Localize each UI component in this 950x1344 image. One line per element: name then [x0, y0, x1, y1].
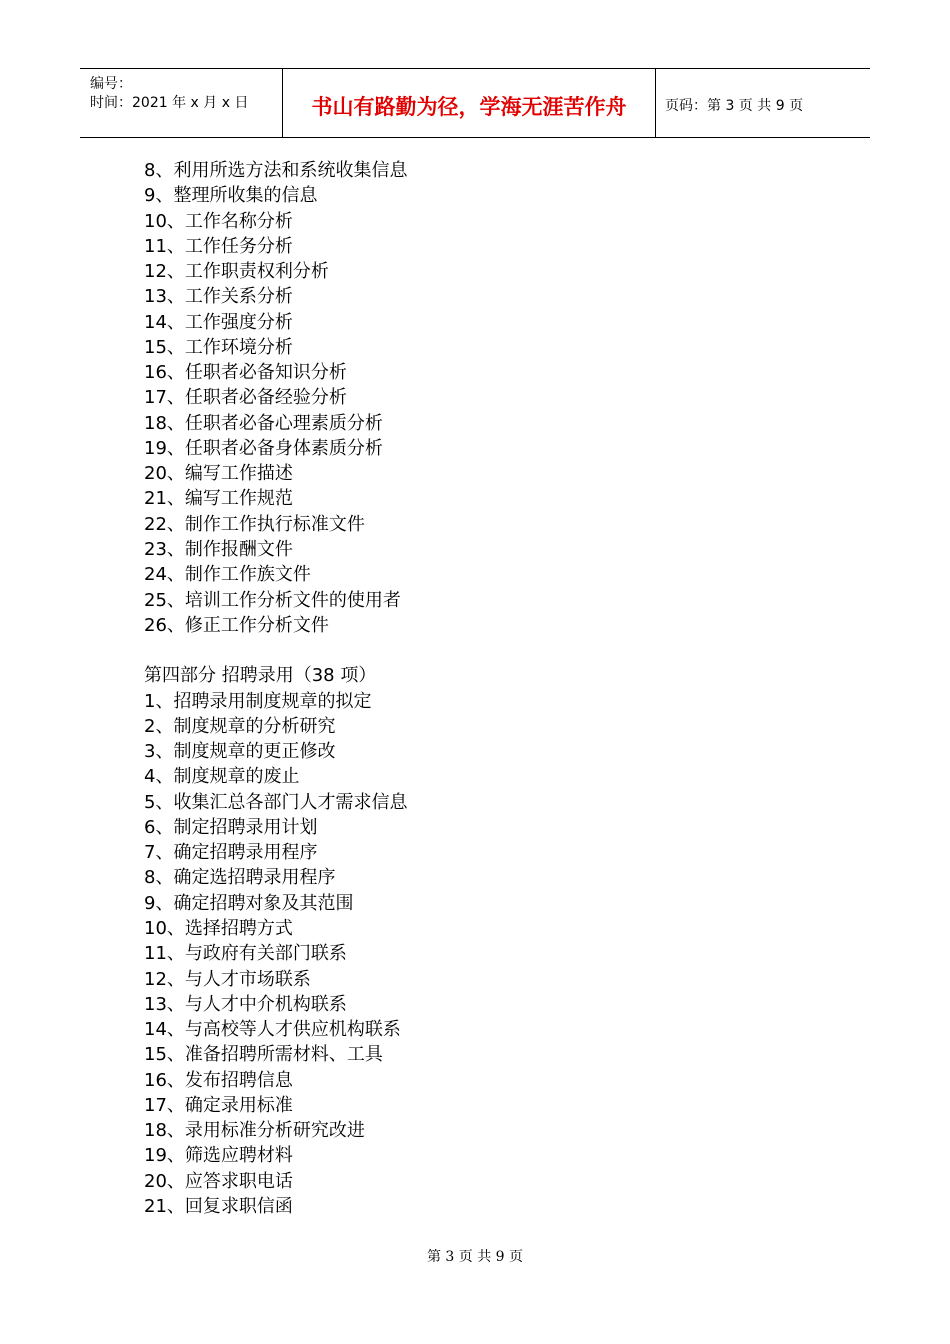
list-item: 24、制作工作族文件	[144, 564, 311, 586]
list-item: 15、准备招聘所需材料、工具	[144, 1044, 383, 1066]
list-item: 12、与人才市场联系	[144, 968, 311, 990]
list-item: 19、筛选应聘材料	[144, 1145, 293, 1167]
list-item: 17、确定录用标准	[144, 1094, 293, 1116]
list-item: 7、确定招聘录用程序	[144, 842, 318, 864]
list-item: 2、制度规章的分析研究	[144, 715, 336, 737]
list-item: 3、制度规章的更正修改	[144, 741, 336, 763]
list-item: 16、发布招聘信息	[144, 1069, 293, 1091]
document-body	[144, 158, 407, 1219]
list-item: 6、制定招聘录用计划	[144, 816, 318, 838]
page-header	[80, 68, 870, 138]
list-item: 9、确定招聘对象及其范围	[144, 892, 354, 914]
page-footer: 第 3 页 共 9 页	[426, 1249, 524, 1265]
list-item: 19、任职者必备身体素质分析	[144, 437, 383, 459]
document-number: 编号：	[90, 76, 132, 92]
section-heading: 第四部分 招聘录用（38 项）	[144, 665, 377, 687]
list-item: 21、回复求职信函	[144, 1195, 293, 1217]
document-date: 时间：2021 年 x 月 x 日	[90, 95, 249, 111]
list-item: 16、任职者必备知识分析	[144, 362, 347, 384]
list-item: 8、确定选招聘录用程序	[144, 867, 336, 889]
list-item: 11、工作任务分析	[144, 235, 293, 257]
list-item: 23、制作报酬文件	[144, 538, 293, 560]
section-spacer	[144, 638, 407, 663]
section3-list	[144, 158, 407, 638]
list-item: 9、整理所收集的信息	[144, 185, 318, 207]
list-item: 20、编写工作描述	[144, 463, 293, 485]
list-item: 14、工作强度分析	[144, 311, 293, 333]
list-item: 20、应答求职电话	[144, 1170, 293, 1192]
list-item: 17、任职者必备经验分析	[144, 387, 347, 409]
list-item: 5、收集汇总各部门人才需求信息	[144, 791, 408, 813]
list-item: 8、利用所选方法和系统收集信息	[144, 160, 408, 181]
list-item: 1、招聘录用制度规章的拟定	[144, 690, 372, 712]
header-page-cell	[655, 69, 870, 137]
list-item: 10、选择招聘方式	[144, 917, 293, 939]
list-item: 18、录用标准分析研究改进	[144, 1120, 365, 1142]
list-item: 18、任职者必备心理素质分析	[144, 412, 383, 434]
list-item: 10、工作名称分析	[144, 210, 293, 232]
list-item: 12、工作职责权利分析	[144, 261, 329, 283]
list-item: 13、与人才中介机构联系	[144, 993, 347, 1015]
list-item: 11、与政府有关部门联系	[144, 943, 347, 965]
list-item: 21、编写工作规范	[144, 488, 293, 510]
list-item: 15、工作环境分析	[144, 336, 293, 358]
list-item: 13、工作关系分析	[144, 286, 293, 308]
list-item: 26、修正工作分析文件	[144, 614, 329, 636]
list-item: 25、培训工作分析文件的使用者	[144, 589, 401, 611]
section4-list	[144, 689, 407, 1220]
list-item: 22、制作工作执行标准文件	[144, 513, 365, 535]
page-info: 页码：第 3 页 共 9 页	[665, 98, 804, 114]
list-item: 14、与高校等人才供应机构联系	[144, 1019, 401, 1041]
list-item: 4、制度规章的废止	[144, 766, 300, 788]
header-motto-cell	[282, 69, 656, 137]
motto: 书山有路勤为径，学海无涯苦作舟	[311, 95, 627, 119]
header-meta	[80, 69, 282, 137]
